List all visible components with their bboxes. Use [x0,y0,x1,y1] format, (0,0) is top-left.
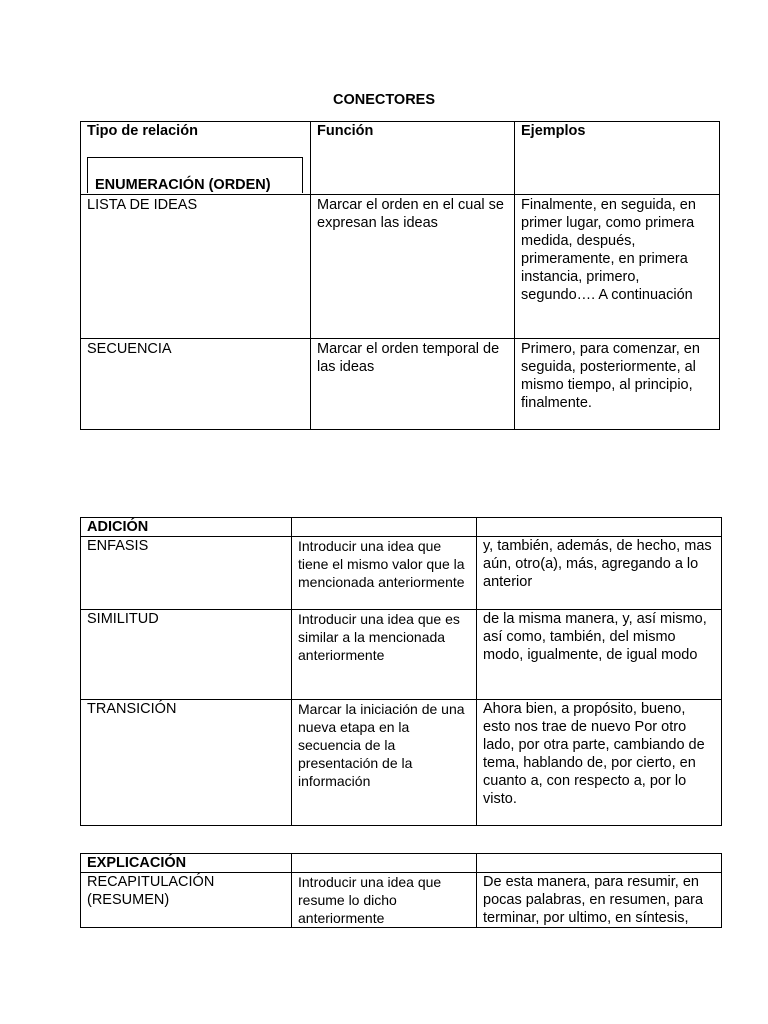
ejemplos-cell: Finalmente, en seguida, en primer lugar, como primera medida, después, primeramente, en primera instancia, primero, segundo…. A continuación [515,195,720,339]
explicacion-table [80,853,722,928]
header-tipo-cell [81,122,311,195]
tipo-cell: SECUENCIA [81,339,311,430]
category-enumeracion: ENUMERACIÓN (ORDEN) [87,157,303,193]
table-row [81,873,722,928]
table-row [81,700,722,826]
tipo-cell: RECAPITULACIÓN (RESUMEN) [81,873,292,928]
table-row [81,195,720,339]
funcion-cell: Introducir una idea que tiene el mismo valor que la mencionada anteriormente [292,537,477,610]
funcion-cell: Marcar el orden en el cual se expresan las ideas [311,195,515,339]
tipo-cell: SIMILITUD [81,610,292,700]
table-row [81,537,722,610]
empty-cell [292,518,477,537]
funcion-cell: Marcar la iniciación de una nueva etapa en la secuencia de la presentación de la información [292,700,477,826]
ejemplos-cell: de la misma manera, y, así mismo, así como, también, del mismo modo, igualmente, de igual modo [477,610,722,700]
category-adicion: ADICIÓN [81,518,292,537]
empty-cell [292,854,477,873]
ejemplos-cell: Primero, para comenzar, en seguida, posteriormente, al mismo tiempo, al principio, finalmente. [515,339,720,430]
header-ejemplos: Ejemplos [515,122,720,195]
category-explicacion: EXPLICACIÓN [81,854,292,873]
page-title: CONECTORES [332,92,436,108]
tipo-cell: LISTA DE IDEAS [81,195,311,339]
funcion-cell: Introducir una idea que es similar a la mencionada anteriormente [292,610,477,700]
enumeration-table [80,121,720,430]
table-row [81,610,722,700]
header-tipo: Tipo de relación [87,123,198,139]
empty-cell [477,854,722,873]
funcion-cell: Marcar el orden temporal de las ideas [311,339,515,430]
tipo-cell: TRANSICIÓN [81,700,292,826]
empty-cell [477,518,722,537]
ejemplos-cell: De esta manera, para resumir, en pocas palabras, en resumen, para terminar, por ultimo, en síntesis, [477,873,722,928]
table-row [81,339,720,430]
funcion-cell: Introducir una idea que resume lo dicho anteriormente [292,873,477,928]
adicion-table [80,517,722,826]
tipo-cell: ENFASIS [81,537,292,610]
header-funcion: Función [311,122,515,195]
ejemplos-cell: Ahora bien, a propósito, bueno, esto nos trae de nuevo Por otro lado, por otra parte, cambiando de tema, hablando de, por cierto, en cuanto a, con respecto a, por lo visto. [477,700,722,826]
ejemplos-cell: y, también, además, de hecho, mas aún, otro(a), más, agregando a lo anterior [477,537,722,610]
